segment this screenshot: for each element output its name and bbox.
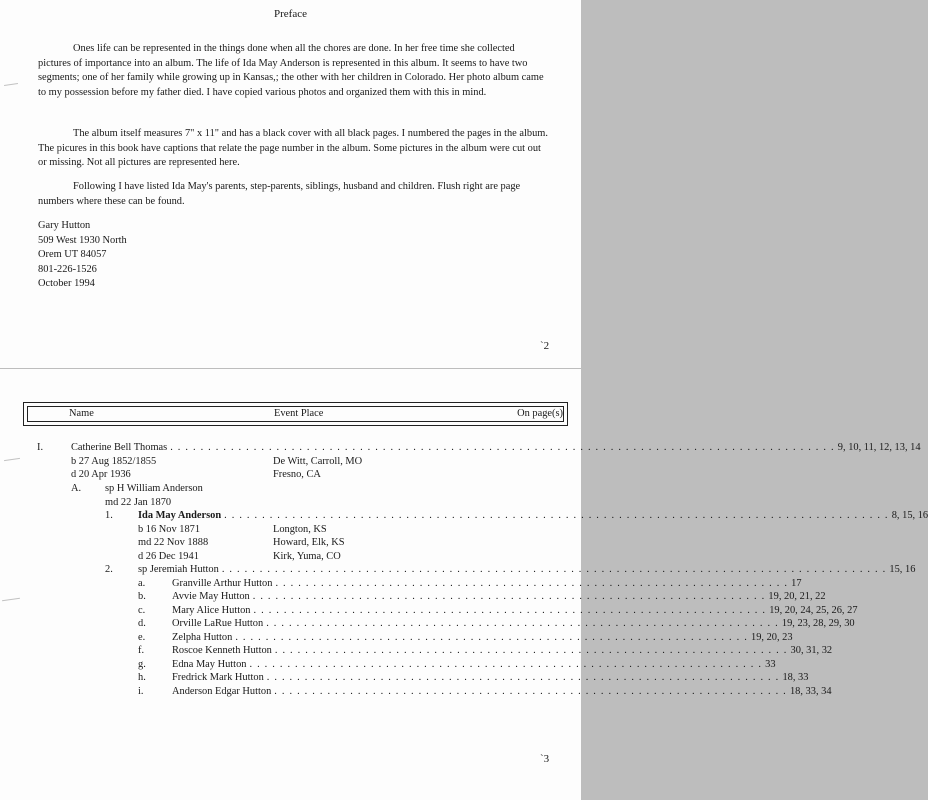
leader-dots: . . . . . . . . . . . . . . . . . . . . . . . . . . . . . . . . . . . . . . . . . . . . . . . . . . . . . . . . . . . . . . . . . . . . . . . . . . . . . . . . . . . . . . . . <box>221 564 887 575</box>
child-entry <box>172 577 802 590</box>
entry-pages: 9, 10, 11, 12, 13, 14 <box>837 442 921 453</box>
author-address <box>38 219 127 292</box>
preface-page <box>0 0 581 368</box>
child-entry <box>172 658 776 671</box>
page-scuff-mark <box>4 458 20 461</box>
address-phone: 801-226-1526 <box>38 263 97 275</box>
index-page <box>0 369 928 800</box>
entry-name: Avvie May Hutton <box>172 591 250 602</box>
child-label: g. <box>138 659 146 670</box>
header-on-pages: On page(s) <box>517 408 563 419</box>
outline-label: 2. <box>105 564 113 575</box>
preface-paragraph-2: The album itself measures 7" x 11" and has a black cover with all black pages. I numbered the pages in the album. The picures in this book have captions that relate the page number in the album. Some pictures in the album were cut out or missing. Not all pictures are represented here. <box>38 128 548 169</box>
child-label: e. <box>138 632 146 643</box>
entry-name: Granville Arthur Hutton <box>172 578 273 589</box>
leader-dots: . . . . . . . . . . . . . . . . . . . . . . . . . . . . . . . . . . . . . . . . . . . . . . . . . . . . . . . . . . . . . . . . . . . . <box>274 686 787 697</box>
child-label: a. <box>138 578 146 589</box>
entry-pages: 19, 23, 28, 29, 30 <box>781 618 855 629</box>
entry-name: Catherine Bell Thomas <box>71 442 168 453</box>
event-place: De Witt, Carroll, MO <box>273 456 363 467</box>
entry-name: sp Jeremiah Hutton <box>138 564 219 575</box>
index-entry <box>71 441 921 454</box>
entry-name: Orville LaRue Hutton <box>172 618 264 629</box>
child-entry <box>172 590 826 603</box>
spouse-name: sp H William Anderson <box>105 483 203 494</box>
child-label: d. <box>138 618 146 629</box>
entry-pages: 8, 15, 16 <box>891 510 928 521</box>
leader-dots: . . . . . . . . . . . . . . . . . . . . . . . . . . . . . . . . . . . . . . . . . . . . . . . . . . . . . . . . . . . . . . . . . . . . <box>235 632 748 643</box>
index-entry <box>138 563 916 576</box>
preface-paragraph-3: Following I have listed Ida May's parents, step-parents, siblings, husband and children. Flush right are page numbers where these can be found. <box>38 181 521 207</box>
leader-dots: . . . . . . . . . . . . . . . . . . . . . . . . . . . . . . . . . . . . . . . . . . . . . . . . . . . . . . . . . . . . . . . . . . . . . . . . . . . . . . . . . . . . . . . . <box>224 510 889 521</box>
entry-pages: 30, 31, 32 <box>790 645 833 656</box>
entry-name: Fredrick Mark Hutton <box>172 672 264 683</box>
entry-name: Zelpha Hutton <box>172 632 233 643</box>
child-entry <box>172 604 858 617</box>
leader-dots: . . . . . . . . . . . . . . . . . . . . . . . . . . . . . . . . . . . . . . . . . . . . . . . . . . . . . . . . . . . . . . . . . . . . <box>275 578 789 589</box>
event-born: b 27 Aug 1852/1855 <box>71 456 157 467</box>
event-born: b 16 Nov 1871 <box>138 524 201 535</box>
child-label: c. <box>138 605 146 616</box>
entry-pages: 17 <box>791 578 802 589</box>
event-place: Kirk, Yuma, CO <box>273 551 341 562</box>
entry-name: Mary Alice Hutton <box>172 605 251 616</box>
page-scuff-mark <box>4 83 18 86</box>
outline-label: 1. <box>105 510 113 521</box>
outline-label: I. <box>37 442 44 453</box>
leader-dots: . . . . . . . . . . . . . . . . . . . . . . . . . . . . . . . . . . . . . . . . . . . . . . . . . . . . . . . . . . . . . . . . . . . . <box>252 591 766 602</box>
address-date: October 1994 <box>38 278 95 290</box>
index-header-frame <box>23 402 568 426</box>
page-scuff-mark <box>2 598 20 601</box>
child-entry <box>172 671 809 684</box>
event-place: Longton, KS <box>273 524 327 535</box>
author-name: Gary Hutton <box>38 220 91 231</box>
entry-name: Ida May Anderson <box>138 510 222 521</box>
event-died: d 20 Apr 1936 <box>71 469 131 480</box>
entry-pages: 18, 33, 34 <box>789 686 832 697</box>
entry-pages: 18, 33 <box>782 672 809 683</box>
leader-dots: . . . . . . . . . . . . . . . . . . . . . . . . . . . . . . . . . . . . . . . . . . . . . . . . . . . . . . . . . . . . . . . . . . . . <box>274 645 788 656</box>
event-place: Fresno, CA <box>273 469 321 480</box>
event-died: d 26 Dec 1941 <box>138 551 199 562</box>
event-married: md 22 Jan 1870 <box>105 497 172 508</box>
address-city: Orem UT 84057 <box>38 249 107 261</box>
index-entry <box>138 509 928 522</box>
leader-dots: . . . . . . . . . . . . . . . . . . . . . . . . . . . . . . . . . . . . . . . . . . . . . . . . . . . . . . . . . . . . . . . . . . . . <box>249 659 763 670</box>
leader-dots: . . . . . . . . . . . . . . . . . . . . . . . . . . . . . . . . . . . . . . . . . . . . . . . . . . . . . . . . . . . . . . . . . . . . <box>266 618 779 629</box>
event-married: md 22 Nov 1888 <box>138 537 209 548</box>
entry-pages: 19, 20, 21, 22 <box>768 591 826 602</box>
leader-dots: . . . . . . . . . . . . . . . . . . . . . . . . . . . . . . . . . . . . . . . . . . . . . . . . . . . . . . . . . . . . . . . . . . . . . . . . . . . . . . . . . . . . . . . . <box>170 442 835 453</box>
child-label: b. <box>138 591 146 602</box>
leader-dots: . . . . . . . . . . . . . . . . . . . . . . . . . . . . . . . . . . . . . . . . . . . . . . . . . . . . . . . . . . . . . . . . . . . . <box>266 672 780 683</box>
child-entry <box>172 685 832 698</box>
entry-pages: 19, 20, 24, 25, 26, 27 <box>769 605 858 616</box>
header-event-place: Event Place <box>274 408 324 419</box>
preface-paragraph-1: Ones life can be represented in the things done when all the chores are done. In her free time she collected pictures of importance into an album. The life of Ida May Anderson is represented in this album. It seems to have two segments; one of her family while growing up in Kansas,; the other with her children in Colorado. Her photo album came to my possession before my father died. I have copied various photos and organized them with this in mind. <box>38 43 544 98</box>
entry-name: Edna May Hutton <box>172 659 247 670</box>
event-place: Howard, Elk, KS <box>273 537 345 548</box>
child-label: f. <box>138 645 145 656</box>
outline-label: A. <box>71 483 82 494</box>
leader-dots: . . . . . . . . . . . . . . . . . . . . . . . . . . . . . . . . . . . . . . . . . . . . . . . . . . . . . . . . . . . . . . . . . . . . <box>253 605 767 616</box>
page-number: `3 <box>540 753 550 765</box>
entry-name: Anderson Edgar Hutton <box>172 686 272 697</box>
entry-pages: 33 <box>765 659 776 670</box>
entry-pages: 15, 16 <box>889 564 916 575</box>
child-entry <box>172 631 793 644</box>
page-number: `2 <box>540 340 550 352</box>
child-label: h. <box>138 672 146 683</box>
child-label: i. <box>138 686 144 697</box>
address-street: 509 West 1930 North <box>38 234 127 246</box>
child-entry <box>172 644 833 657</box>
entry-pages: 19, 20, 23 <box>751 632 793 643</box>
page-title: Preface <box>274 8 307 20</box>
child-entry <box>172 617 855 630</box>
entry-name: Roscoe Kenneth Hutton <box>172 645 272 656</box>
header-name: Name <box>69 408 94 419</box>
